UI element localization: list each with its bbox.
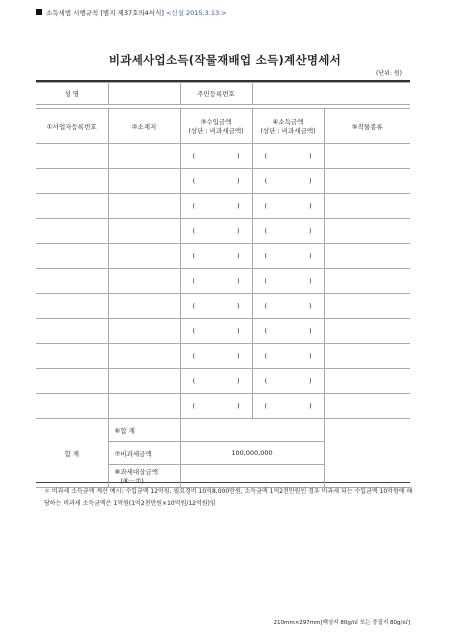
data-rows: [36, 144, 410, 419]
table-row: [36, 294, 410, 319]
income-cell[interactable]: [180, 194, 252, 219]
paren-open: (: [264, 152, 268, 160]
income-cell[interactable]: [180, 369, 252, 394]
income-table: [36, 82, 410, 488]
paren-close: ): [308, 252, 312, 260]
paren-pair: [181, 277, 252, 285]
col-income-sub: (상단 : 비과세금액): [188, 127, 244, 135]
paren-close: ): [308, 202, 312, 210]
location-cell[interactable]: [108, 144, 180, 169]
name-field[interactable]: [108, 83, 180, 105]
income-cell[interactable]: [180, 294, 252, 319]
taxable-title: ⑧과세대상금액: [114, 468, 159, 476]
paren-pair: [181, 252, 252, 260]
crop-cell[interactable]: [324, 144, 410, 169]
biz-no-cell[interactable]: [36, 269, 108, 294]
location-cell[interactable]: [108, 219, 180, 244]
paren-pair: [253, 402, 324, 410]
profit-cell[interactable]: [252, 344, 324, 369]
crop-cell[interactable]: [324, 219, 410, 244]
profit-cell[interactable]: [252, 394, 324, 419]
biz-no-cell[interactable]: [36, 244, 108, 269]
total-value[interactable]: [180, 419, 324, 442]
table-row: [36, 169, 410, 194]
biz-no-cell[interactable]: [36, 294, 108, 319]
table-row: [36, 394, 410, 419]
paren-close: ): [308, 402, 312, 410]
paren-close: ): [236, 177, 240, 185]
paren-close: ): [236, 352, 240, 360]
biz-no-cell[interactable]: [36, 319, 108, 344]
location-cell[interactable]: [108, 244, 180, 269]
paren-pair: [181, 202, 252, 210]
paren-open: (: [264, 402, 268, 410]
paren-pair: [253, 152, 324, 160]
col-profit-title: ④소득금액: [272, 118, 304, 126]
paren-open: (: [264, 202, 268, 210]
paren-close: ): [308, 302, 312, 310]
paren-open: (: [264, 327, 268, 335]
location-cell[interactable]: [108, 344, 180, 369]
profit-cell[interactable]: [252, 319, 324, 344]
crop-cell[interactable]: [324, 294, 410, 319]
paren-open: (: [192, 302, 196, 310]
profit-cell[interactable]: [252, 244, 324, 269]
paren-close: ): [236, 327, 240, 335]
location-cell[interactable]: [108, 169, 180, 194]
profit-cell[interactable]: [252, 294, 324, 319]
nontax-value[interactable]: 100,000,000: [180, 442, 324, 465]
income-cell[interactable]: [180, 144, 252, 169]
crop-cell[interactable]: [324, 344, 410, 369]
paren-close: ): [308, 377, 312, 385]
paren-close: ): [308, 177, 312, 185]
table-row: [36, 244, 410, 269]
income-cell[interactable]: [180, 319, 252, 344]
table-row: [36, 194, 410, 219]
crop-cell[interactable]: [324, 369, 410, 394]
paren-open: (: [264, 252, 268, 260]
paren-close: ): [236, 152, 240, 160]
paren-pair: [253, 352, 324, 360]
rrn-field[interactable]: [252, 83, 410, 105]
paren-pair: [181, 177, 252, 185]
crop-cell[interactable]: [324, 394, 410, 419]
paren-open: (: [192, 227, 196, 235]
profit-cell[interactable]: [252, 194, 324, 219]
location-cell[interactable]: [108, 319, 180, 344]
summary-label: 합 계: [36, 419, 108, 488]
income-cell[interactable]: [180, 244, 252, 269]
biz-no-cell[interactable]: [36, 394, 108, 419]
biz-no-cell[interactable]: [36, 369, 108, 394]
income-cell[interactable]: [180, 219, 252, 244]
profit-cell[interactable]: [252, 219, 324, 244]
form-number: [별지 제37호의4서식]: [100, 9, 164, 17]
paren-pair: [181, 152, 252, 160]
table-row: [36, 219, 410, 244]
income-cell[interactable]: [180, 269, 252, 294]
paren-open: (: [192, 277, 196, 285]
taxable-label: [108, 465, 180, 488]
biz-no-cell[interactable]: [36, 219, 108, 244]
biz-no-cell[interactable]: [36, 169, 108, 194]
paren-pair: [253, 327, 324, 335]
paren-close: ): [308, 227, 312, 235]
paren-pair: [181, 302, 252, 310]
paren-pair: [253, 377, 324, 385]
paren-pair: [181, 402, 252, 410]
paren-open: (: [264, 302, 268, 310]
income-cell[interactable]: [180, 169, 252, 194]
taxable-value[interactable]: [180, 465, 324, 488]
taxable-formula: (⑥－⑦): [120, 477, 144, 485]
form-table-frame: [36, 80, 410, 483]
col-crop: ⑤작물종류: [324, 109, 410, 144]
paren-open: (: [264, 177, 268, 185]
paren-close: ): [236, 227, 240, 235]
col-income-title: ③수입금액: [200, 118, 232, 126]
name-label: 성 명: [36, 83, 108, 105]
paper-spec: 210mm×297mm[백상지 80g/㎡ 또는 중질지 80g/㎡]: [273, 620, 410, 626]
paren-open: (: [264, 352, 268, 360]
paren-pair: [253, 227, 324, 235]
paren-open: (: [192, 327, 196, 335]
paren-open: (: [192, 252, 196, 260]
paren-open: (: [264, 227, 268, 235]
paren-close: ): [236, 277, 240, 285]
paren-open: (: [264, 277, 268, 285]
paren-pair: [253, 302, 324, 310]
col-biz-no: ①사업자등록번호: [36, 109, 108, 144]
nontax-label: ⑦비과세금액: [108, 442, 180, 465]
table-row: [36, 269, 410, 294]
paren-open: (: [192, 402, 196, 410]
crop-cell[interactable]: [324, 244, 410, 269]
crop-cell[interactable]: [324, 319, 410, 344]
page-title: 비과세사업소득(작물재배업 소득)계산명세서: [108, 53, 342, 67]
col-profit-sub: (상단 : 비과세금액): [260, 127, 316, 135]
col-profit: [252, 109, 324, 144]
crop-cell[interactable]: [324, 269, 410, 294]
paren-close: ): [308, 327, 312, 335]
income-cell[interactable]: [180, 344, 252, 369]
paren-pair: [181, 327, 252, 335]
profit-cell[interactable]: [252, 269, 324, 294]
biz-no-cell[interactable]: [36, 194, 108, 219]
profit-cell[interactable]: [252, 144, 324, 169]
paren-pair: [253, 277, 324, 285]
paren-open: (: [264, 377, 268, 385]
profit-cell[interactable]: [252, 169, 324, 194]
rrn-label: 주민등록번호: [180, 83, 252, 105]
paren-open: (: [192, 202, 196, 210]
profit-cell[interactable]: [252, 369, 324, 394]
paren-pair: [181, 352, 252, 360]
paren-open: (: [192, 152, 196, 160]
crop-cell[interactable]: [324, 194, 410, 219]
location-cell[interactable]: [108, 194, 180, 219]
location-cell[interactable]: [108, 294, 180, 319]
biz-no-cell[interactable]: [36, 344, 108, 369]
location-cell[interactable]: [108, 394, 180, 419]
table-row: [36, 319, 410, 344]
income-cell[interactable]: [180, 394, 252, 419]
summary-blank: [324, 419, 410, 488]
black-square-icon: [36, 9, 42, 15]
form-header: [36, 8, 227, 17]
table-row: [36, 369, 410, 394]
paren-open: (: [192, 177, 196, 185]
col-location: ②소재지: [108, 109, 180, 144]
paren-close: ): [236, 402, 240, 410]
enact-date: <신설 2015.3.13.>: [165, 9, 227, 17]
unit-label: (단위: 원): [376, 70, 402, 77]
law-name: 소득세법 시행규칙: [46, 9, 99, 17]
location-cell[interactable]: [108, 369, 180, 394]
paren-pair: [181, 377, 252, 385]
location-cell[interactable]: [108, 269, 180, 294]
crop-cell[interactable]: [324, 169, 410, 194]
paren-close: ): [308, 277, 312, 285]
paren-pair: [253, 252, 324, 260]
paren-open: (: [192, 377, 196, 385]
table-row: [36, 144, 410, 169]
biz-no-cell[interactable]: [36, 144, 108, 169]
paren-close: ): [308, 352, 312, 360]
calc-example-note: ＊ 비과세 소득금액 계산 예시: 수입금액 12억원, 필요경비 10억8,000만원, 소득금액 1억2천만원인 경우 비과세 되는 수입금액 10억원에 해당하는 비과세 소득금액은 1억원(1억2천만원×10억원/12억원)임: [44, 488, 413, 507]
paren-close: ): [236, 377, 240, 385]
col-income: [180, 109, 252, 144]
paren-pair: [253, 202, 324, 210]
paren-close: ): [308, 152, 312, 160]
paren-close: ): [236, 202, 240, 210]
paren-pair: [181, 227, 252, 235]
table-row: [36, 344, 410, 369]
total-label: ⑥합 계: [108, 419, 180, 442]
paren-close: ): [236, 302, 240, 310]
paren-open: (: [192, 352, 196, 360]
paren-close: ): [236, 252, 240, 260]
paren-pair: [253, 177, 324, 185]
